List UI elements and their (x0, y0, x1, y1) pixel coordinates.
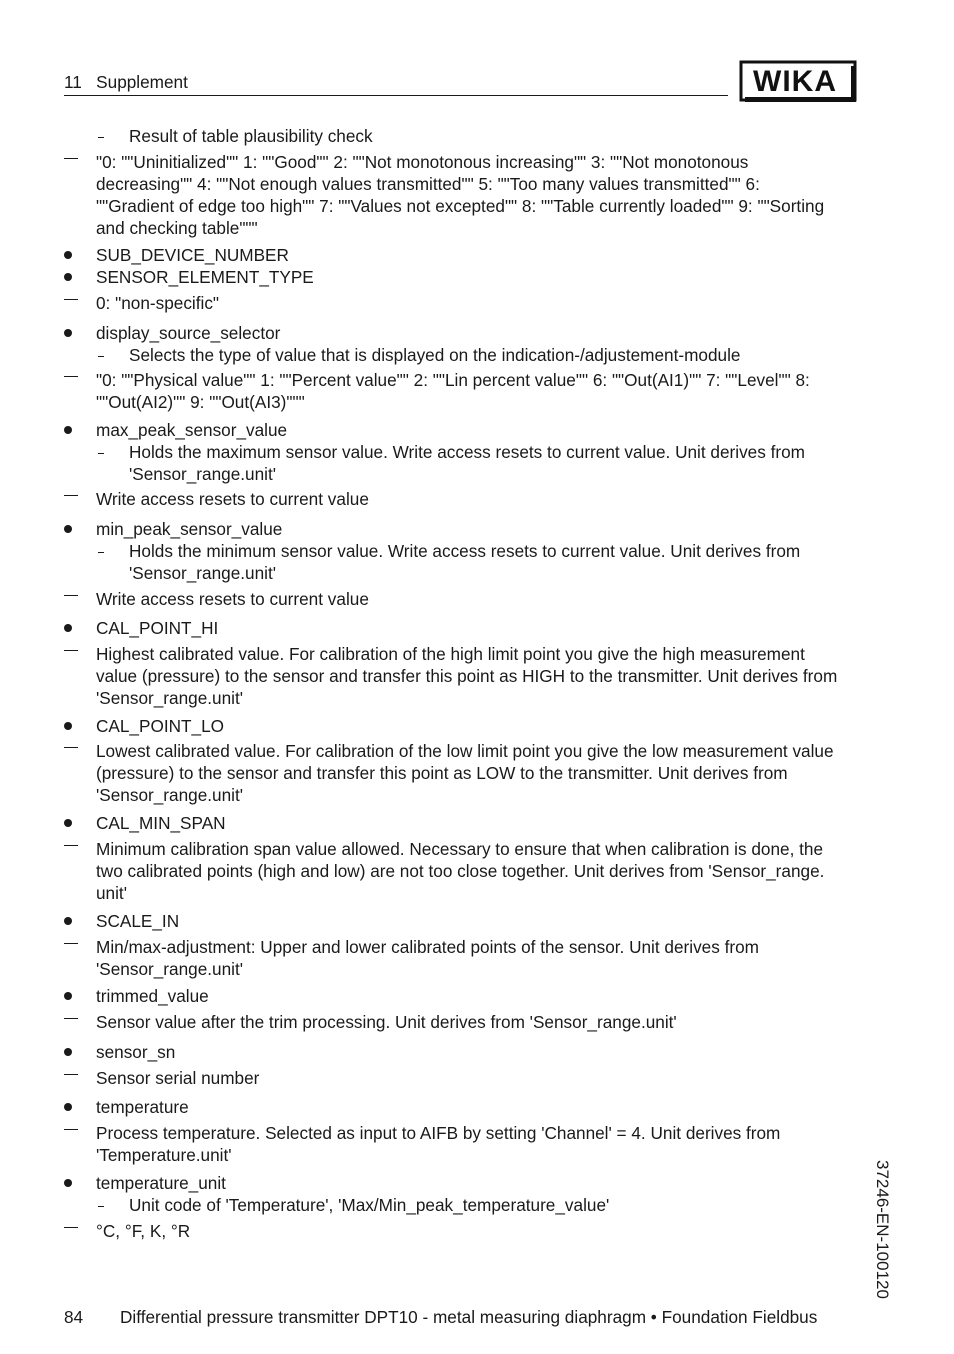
text-line: 'Sensor_range.unit' (129, 563, 277, 583)
document-code (872, 1160, 894, 1310)
text-line: two calibrated points (high and low) are not too close together. Unit derives from 'Sensor_range. (96, 861, 825, 881)
logo-text: WIKA (753, 65, 837, 98)
text-line: "0: ""Uninitialized"" 1: ""Good"" 2: ""Not monotonous increasing"" 3: ""Not monotonous (96, 152, 749, 172)
dash-icon (64, 1018, 78, 1019)
header-rule (64, 95, 728, 96)
dash-icon (64, 595, 78, 596)
dash-icon (64, 376, 78, 377)
dash-icon (98, 552, 104, 553)
bullet-icon (64, 722, 72, 730)
bullet-icon (64, 525, 72, 533)
text-line: Write access resets to current value (96, 489, 369, 509)
text-line: 'Sensor_range.unit' (96, 785, 244, 805)
text-line: Result of table plausibility check (129, 126, 373, 146)
dash-icon (64, 747, 78, 748)
bullet-icon (64, 426, 72, 434)
text-line: SCALE_IN (96, 911, 180, 931)
text-line: 'Sensor_range.unit' (96, 688, 244, 708)
text-line: decreasing"" 4: ""Not enough values transmitted"" 5: ""Too many values transmitted"" 6: (96, 174, 760, 194)
text-line: 0: "non-specific" (96, 293, 220, 313)
dash-icon (64, 1129, 78, 1130)
text-line: max_peak_sensor_value (96, 420, 288, 440)
wika-logo (739, 60, 857, 102)
text-line: Lowest calibrated value. For calibration of the low limit point you give the low measurement value (96, 741, 834, 761)
bullet-icon (64, 624, 72, 632)
dash-icon (64, 845, 78, 846)
text-line: Sensor serial number (96, 1068, 260, 1088)
text-line: Sensor value after the trim processing. Unit derives from 'Sensor_range.unit' (96, 1012, 677, 1032)
section-heading: 11 Supplement (64, 72, 188, 92)
text-line: SUB_DEVICE_NUMBER (96, 245, 289, 265)
page-number: 84 (64, 1307, 84, 1327)
text-line: ""Gradient of edge too high"" 7: ""Values not excepted"" 8: ""Table currently loaded"" 9: ""Sorting (96, 196, 825, 216)
text-line: temperature (96, 1097, 189, 1117)
text-line: value (pressure) to the sensor and transfer this point as HIGH to the transmitter. Unit derives from (96, 666, 838, 686)
bullet-icon (64, 992, 72, 1000)
text-line: SENSOR_ELEMENT_TYPE (96, 267, 314, 287)
text-line: "0: ""Physical value"" 1: ""Percent value"" 2: ""Lin percent value"" 6: ""Out(AI1)"" 7: ""Level"" 8: (96, 370, 810, 390)
bullet-icon (64, 1048, 72, 1056)
dash-icon (64, 299, 78, 300)
text-line: Minimum calibration span value allowed. Necessary to ensure that when calibration is done, the (96, 839, 824, 859)
text-line: CAL_POINT_LO (96, 716, 224, 736)
dash-icon (98, 453, 104, 454)
dash-icon (64, 158, 78, 159)
text-line: (pressure) to the sensor and transfer this point as LOW to the transmitter. Unit derives from (96, 763, 788, 783)
text-line: CAL_MIN_SPAN (96, 813, 226, 833)
dash-icon (64, 495, 78, 496)
dash-icon (98, 1206, 104, 1207)
text-line: 'Temperature.unit' (96, 1145, 232, 1165)
text-line: sensor_sn (96, 1042, 176, 1062)
text-line: Holds the minimum sensor value. Write access resets to current value. Unit derives from (129, 541, 801, 561)
text-line: Highest calibrated value. For calibration of the high limit point you give the high measurement (96, 644, 805, 664)
text-line: CAL_POINT_HI (96, 618, 219, 638)
bullet-icon (64, 819, 72, 827)
text-line: Process temperature. Selected as input to AIFB by setting 'Channel' = 4. Unit derives from (96, 1123, 781, 1143)
text-line: Holds the maximum sensor value. Write access resets to current value. Unit derives from (129, 442, 805, 462)
text-line: temperature_unit (96, 1173, 226, 1193)
footer-title: Differential pressure transmitter DPT10 - metal measuring diaphragm • Foundation Fieldbus (120, 1307, 818, 1327)
text-line: Min/max-adjustment: Upper and lower calibrated points of the sensor. Unit derives from (96, 937, 759, 957)
text-line: °C, °F, K, °R (96, 1221, 191, 1241)
text-line: display_source_selector (96, 323, 281, 343)
dash-icon (98, 356, 104, 357)
bullet-icon (64, 273, 72, 281)
dash-icon (64, 1074, 78, 1075)
document-code-text: 37246-EN-100120 (873, 1160, 892, 1299)
bullet-icon (64, 917, 72, 925)
text-line: trimmed_value (96, 986, 209, 1006)
dash-icon (64, 650, 78, 651)
text-line: Unit code of 'Temperature', 'Max/Min_peak_temperature_value' (129, 1195, 610, 1215)
text-line: 'Sensor_range.unit' (96, 959, 244, 979)
dash-icon (64, 943, 78, 944)
text-line: and checking table""" (96, 218, 258, 238)
bullet-icon (64, 1179, 72, 1187)
text-line: ""Out(AI2)"" 9: ""Out(AI3)""" (96, 392, 305, 412)
dash-icon (64, 1227, 78, 1228)
bullet-icon (64, 251, 72, 259)
text-line: unit' (96, 883, 127, 903)
text-line: Selects the type of value that is displayed on the indication-/adjustement-module (129, 345, 741, 365)
bullet-icon (64, 329, 72, 337)
text-line: min_peak_sensor_value (96, 519, 283, 539)
dash-icon (98, 137, 104, 138)
text-line: 'Sensor_range.unit' (129, 464, 277, 484)
text-line: Write access resets to current value (96, 589, 369, 609)
bullet-icon (64, 1103, 72, 1111)
